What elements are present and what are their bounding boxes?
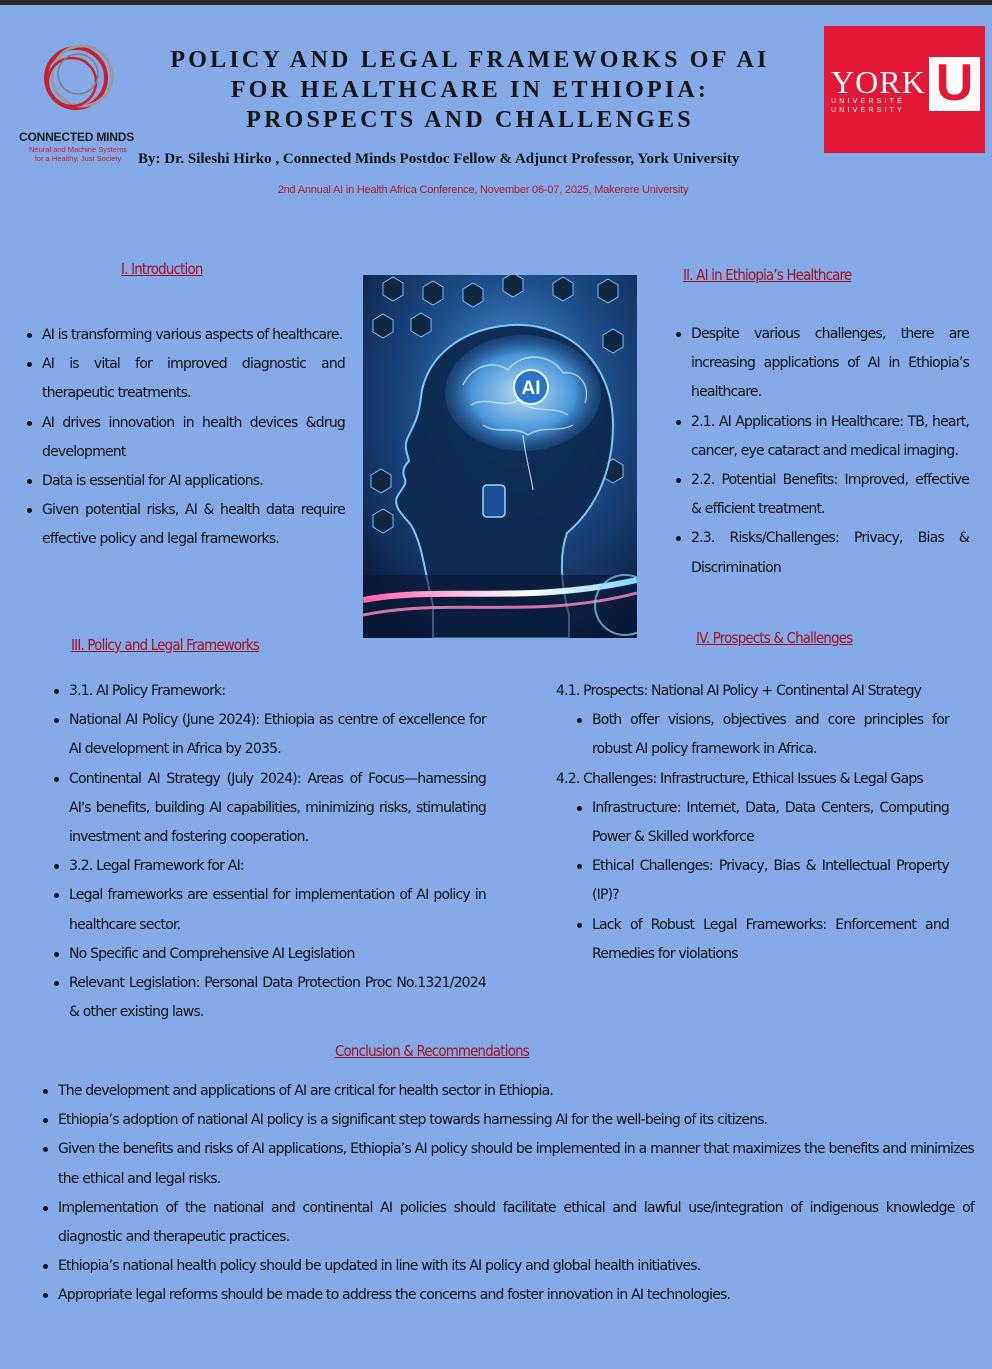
ai-ethiopia-heading: II. AI in Ethiopia’s Healthcare — [683, 266, 852, 284]
list-item: Ethical Challenges: Privacy, Bias & Intellectual Property (IP)? — [576, 852, 949, 910]
prospects-subheading: 4.1. Prospects: National AI Policy + Continental AI Strategy — [556, 683, 922, 699]
list-item: Ethiopia’s national health policy should be updated in line with its AI policy and global health initiatives. — [42, 1252, 974, 1281]
york-u-letter: U — [935, 54, 974, 112]
list-item: AI is transforming various aspects of healthcare. — [26, 321, 345, 350]
list-item: 2.3. Risks/Challenges: Privacy, Bias & Discrimination — [675, 524, 969, 582]
prospects-list — [556, 677, 949, 969]
challenges-subheading: 4.2. Challenges: Infrastructure, Ethical Issues & Legal Gaps — [556, 770, 923, 787]
list-item: Given the benefits and risks of AI applications, Ethiopia’s AI policy should be implemented in a manner that maximizes the benefits and minimizes the ethical and legal risks. — [42, 1135, 974, 1193]
introduction-list — [26, 321, 345, 555]
list-item: National AI Policy (June 2024): Ethiopia as centre of excellence for AI development in Africa by 2035. — [53, 706, 486, 764]
york-wordmark: YORK — [831, 64, 926, 100]
connected-minds-rings-icon — [36, 38, 118, 120]
list-item: 2.2. Potential Benefits: Improved, effective & efficient treatment. — [675, 466, 969, 524]
list-item: AI is vital for improved diagnostic and therapeutic treatments. — [26, 350, 345, 408]
ai-brain-illustration — [363, 275, 637, 638]
list-item: Given potential risks, AI & health data require effective policy and legal frameworks. — [26, 496, 345, 554]
top-bar — [0, 0, 992, 5]
list-item: Lack of Robust Legal Frameworks: Enforcement and Remedies for violations — [576, 911, 949, 969]
list-item: Legal frameworks are essential for implementation of AI policy in healthcare sector. — [53, 881, 486, 939]
list-item: The development and applications of AI are critical for health sector in Ethiopia. — [42, 1077, 974, 1106]
ai-center-label: AI — [521, 378, 541, 399]
york-u-box — [929, 54, 980, 112]
list-item: 2.1. AI Applications in Healthcare: TB, heart, cancer, eye cataract and medical imaging. — [675, 408, 969, 466]
list-item: Ethiopia’s adoption of national AI policy is a significant step towards harnessing AI for the well-being of its citizens. — [42, 1106, 974, 1135]
list-item: Both offer visions, objectives and core principles for robust AI policy framework in Africa. — [576, 706, 949, 764]
list-item: Data is essential for AI applications. — [26, 467, 345, 496]
york-sub-fr: UNIVERSITÉ — [831, 98, 906, 105]
ai-head-image — [363, 275, 637, 638]
conference-line: 2nd Annual AI in Health Africa Conference, November 06-07, 2025, Makerere University — [277, 184, 689, 196]
york-university-logo — [824, 26, 985, 153]
ai-ethiopia-list — [675, 320, 969, 583]
list-item: Despite various challenges, there are increasing applications of AI in Ethiopia’s healthcare. — [675, 320, 969, 408]
connected-minds-name: CONNECTED MINDS — [19, 130, 135, 144]
list-item: Implementation of the national and continental AI policies should facilitate ethical and lawful use/integration of indigenous knowledge of diagnostic and therapeutic practices. — [42, 1194, 974, 1252]
list-item: Appropriate legal reforms should be made to address the concerns and foster innovation in AI technologies. — [42, 1281, 974, 1310]
list-item: Infrastructure: Internet, Data, Data Centers, Computing Power & Skilled workforce — [576, 794, 949, 852]
introduction-heading: I. Introduction — [121, 260, 203, 278]
policy-list — [53, 677, 486, 1027]
york-sub-en: UNIVERSITY — [831, 107, 906, 114]
connected-minds-tagline: Neural and Machine Systems for a Healthy, Just Society — [29, 145, 127, 163]
list-item: 3.1. AI Policy Framework: — [53, 677, 486, 706]
list-item: AI drives innovation in health devices &drug development — [26, 409, 345, 467]
conclusion-list — [42, 1077, 974, 1311]
prospects-heading: IV. Prospects & Challenges — [696, 629, 853, 647]
conclusion-heading: Conclusion & Recommendations — [335, 1042, 529, 1060]
list-item: No Specific and Comprehensive AI Legislation — [53, 940, 486, 969]
list-item: Continental AI Strategy (July 2024): Areas of Focus—harnessing AI's benefits, building AI capabilities, minimizing risks, stimulating investment and fostering cooperation. — [53, 765, 486, 853]
list-item: Relevant Legislation: Personal Data Protection Proc No.1321/2024 & other existing laws. — [53, 969, 486, 1027]
list-item: 3.2. Legal Framework for AI: — [53, 852, 486, 881]
policy-heading: III. Policy and Legal Frameworks — [71, 636, 260, 654]
author-byline: By: Dr. Sileshi Hirko , Connected Minds Postdoc Fellow & Adjunct Professor, York University — [138, 151, 740, 167]
poster-title: POLICY AND LEGAL FRAMEWORKS OF AI FOR HEALTHCARE IN ETHIOPIA: PROSPECTS AND CHALLENGES — [170, 47, 770, 133]
